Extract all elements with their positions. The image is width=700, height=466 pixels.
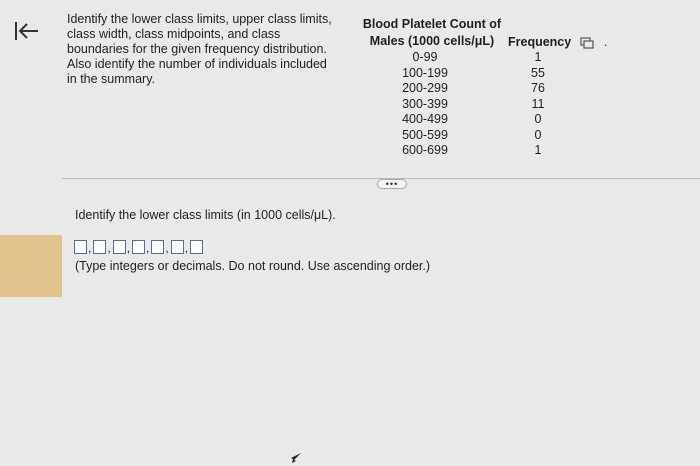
- answer-box-7[interactable]: [190, 240, 203, 254]
- answer-box-4[interactable]: [132, 240, 145, 254]
- comma-separator: ,: [88, 241, 92, 255]
- answer-box-5[interactable]: [151, 240, 164, 254]
- class-cell: 0-99: [412, 50, 438, 64]
- prompt-line: class width, class midpoints, and class: [67, 27, 281, 41]
- frequency-cell: 55: [531, 65, 545, 80]
- comma-separator: ,: [107, 241, 111, 255]
- class-column: [372, 50, 478, 159]
- expand-more-button[interactable]: •••: [377, 179, 407, 189]
- trailing-dot: .: [604, 35, 608, 49]
- class-cell: 100-199: [402, 65, 448, 80]
- frequency-cell: 11: [531, 96, 545, 111]
- table-title-line-2: Males (1000 cells/μL): [369, 34, 495, 48]
- prompt-line: Identify the lower class limits, upper class limits,: [67, 12, 332, 26]
- frequency-cell: 1: [534, 143, 542, 157]
- frequency-cell: 76: [531, 81, 545, 95]
- mouse-cursor-icon: [290, 452, 302, 464]
- frequency-header: Frequency: [508, 35, 572, 49]
- answer-box-6[interactable]: [171, 240, 184, 254]
- question-text: Identify the lower class limits (in 1000 cells/μL).: [75, 208, 336, 222]
- back-arrow-icon[interactable]: [14, 20, 40, 42]
- problem-prompt: [67, 12, 352, 87]
- table-title: [352, 16, 512, 50]
- frequency-column: [520, 50, 556, 159]
- prompt-line: in the summary.: [67, 72, 155, 86]
- answer-box-2[interactable]: [93, 240, 106, 254]
- copy-icon[interactable]: [580, 37, 594, 49]
- comma-separator: ,: [126, 241, 131, 255]
- class-cell: 400-499: [402, 112, 448, 126]
- frequency-cell: 1: [534, 50, 542, 64]
- class-cell: 200-299: [402, 81, 448, 95]
- comma-separator: ,: [146, 241, 150, 255]
- frequency-cell: 0: [534, 112, 542, 126]
- answer-box-1[interactable]: [74, 240, 87, 254]
- class-cell: 600-699: [402, 143, 448, 157]
- prompt-line: Also identify the number of individuals included: [67, 57, 327, 71]
- answer-input-row: [74, 234, 204, 254]
- prompt-line: boundaries for the given frequency distribution.: [67, 42, 327, 56]
- frequency-cell: 0: [534, 127, 542, 142]
- answer-box-3[interactable]: [113, 240, 126, 254]
- table-title-line-1: Blood Platelet Count of: [362, 17, 502, 31]
- comma-separator: ,: [165, 241, 169, 255]
- class-cell: 300-399: [402, 96, 448, 111]
- class-cell: 500-599: [402, 127, 448, 142]
- active-question-marker: [0, 235, 62, 297]
- comma-separator: ,: [184, 241, 189, 255]
- input-hint: (Type integers or decimals. Do not round. Use ascending order.): [75, 259, 431, 273]
